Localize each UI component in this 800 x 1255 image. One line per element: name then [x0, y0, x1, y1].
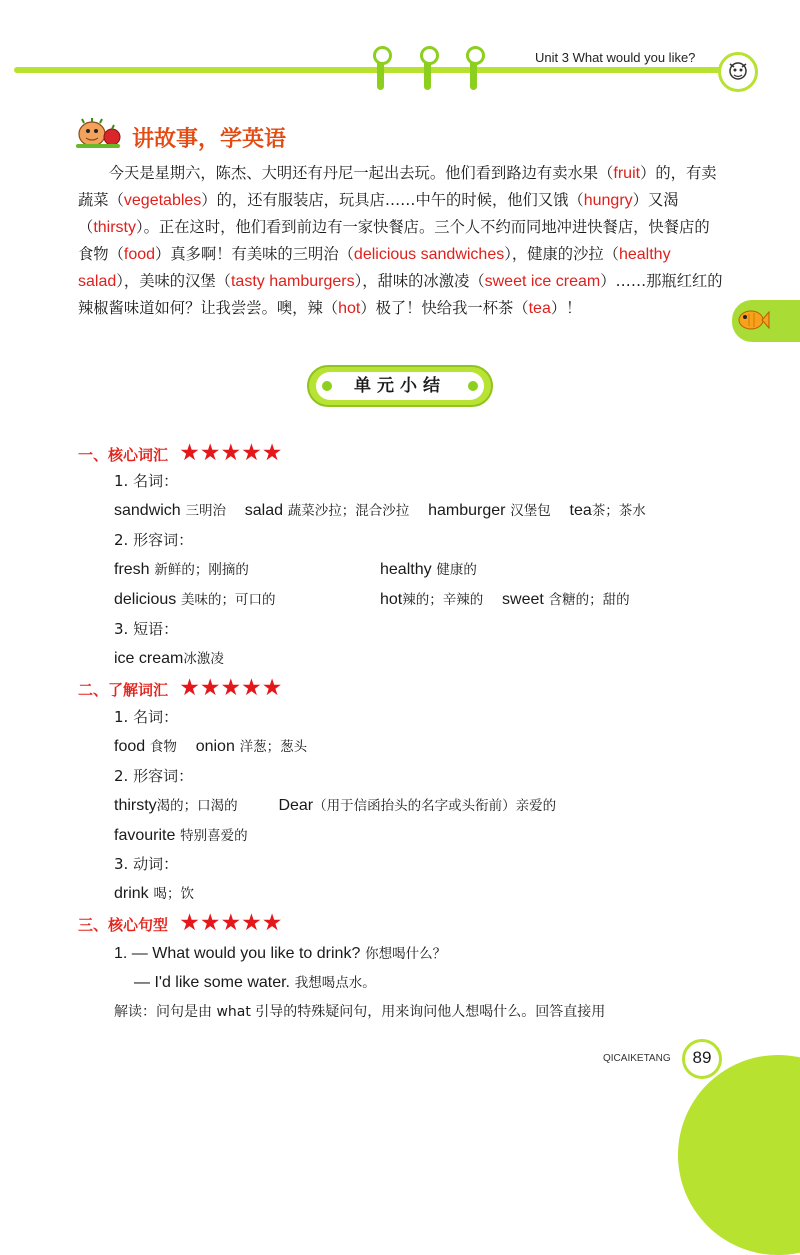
story-text-run: ）的，还有服装店，玩具店……中午的时候，他们又饿（: [201, 191, 584, 209]
story-text-run: ）。正在这时，他们看到前边有一家快餐店。三个人不约而同地冲进快餐店，快餐店的食物（: [78, 218, 710, 263]
noun-list: food 食物 onion 洋葱；葱头: [114, 738, 308, 755]
story-text-run: ）极了！快给我一杯茶（: [360, 299, 529, 317]
story-text-run: ），健康的沙拉（: [504, 245, 619, 263]
binder-ring-icon: [420, 46, 439, 65]
verb-label: 3. 动词：: [114, 855, 179, 873]
adj-row: thirsty渴的；口渴的 Dear（用于信函抬头的名字或头衔前）亲爱的: [114, 797, 557, 814]
mascot-icon: [718, 52, 758, 92]
story-text-run: ）！: [550, 299, 582, 317]
story-english-term: food: [123, 246, 156, 263]
story-english-term: hot: [338, 300, 361, 317]
footer-decoration: [678, 1055, 800, 1255]
nouns-label: 1. 名词：: [114, 472, 179, 490]
question-line: 1. — What would you like to drink? 你想喝什么？: [114, 945, 447, 962]
story-english-term: sweet ice cream: [484, 273, 601, 290]
adj-row: delicious 美味的；可口的: [114, 591, 276, 608]
story-food-icon: [74, 117, 124, 149]
nouns-label: 1. 名词：: [114, 708, 179, 726]
story-english-term: fruit: [613, 165, 641, 182]
binder-ring-icon: [466, 46, 485, 65]
story-english-term: tea: [528, 300, 551, 317]
answer-line: — I'd like some water. 我想喝点水。: [134, 974, 376, 991]
verb-row: drink 喝；饮: [114, 885, 194, 902]
story-english-term: delicious sandwiches: [353, 246, 505, 263]
binder-ring-icon: [373, 46, 392, 65]
explanation-line: 解读：问句是由 what 引导的特殊疑问句，用来询问他人想喝什么。回答直接用: [114, 1004, 606, 1020]
publisher-label: QICAIKETANG: [603, 1053, 671, 1064]
section-title-text: 一、核心词汇: [78, 446, 169, 464]
story-text-run: ），美味的汉堡（: [116, 272, 231, 290]
section-title-text: 三、核心句型: [78, 916, 169, 934]
story-text-run: ）真多啊！有美味的三明治（: [155, 245, 354, 263]
section-title-core-sentences: [78, 911, 282, 935]
section-title-learn-vocab: [78, 676, 282, 700]
section-title-text: 二、了解词汇: [78, 681, 169, 699]
story-text-run: ）的，有卖蔬菜（: [78, 164, 717, 209]
noun-list: sandwich 三明治 salad 蔬菜沙拉；混合沙拉 hamburger 汉堡包 tea茶；茶水: [114, 502, 646, 519]
story-english-term: tasty hamburgers: [230, 273, 355, 290]
story-english-term: thirsty: [93, 219, 136, 236]
summary-label: 单元小结: [354, 376, 446, 396]
story-english-term: healthy salad: [78, 246, 671, 290]
story-english-term: hungry: [583, 192, 633, 209]
star-rating-icon: ★★★★★: [179, 675, 283, 701]
adj-row: fresh 新鲜的；刚摘的: [114, 561, 249, 578]
phrase-label: 3. 短语：: [114, 620, 179, 638]
adj-label: 2. 形容词：: [114, 767, 194, 785]
star-rating-icon: ★★★★★: [179, 910, 283, 936]
story-text-run: ）又渴（: [78, 191, 679, 236]
page-number: 89: [692, 1048, 712, 1067]
story-paragraph: [78, 160, 724, 322]
adj-row: hot辣的；辛辣的 sweet 含糖的；甜的: [380, 591, 630, 608]
adj-label: 2. 形容词：: [114, 531, 194, 549]
unit-label: Unit 3 What would you like?: [535, 50, 696, 65]
story-text-run: ）……那瓶红红的辣椒酱味道如何？让我尝尝。噢，辣（: [78, 272, 723, 317]
star-rating-icon: ★★★★★: [179, 440, 283, 466]
adj-row: healthy 健康的: [380, 561, 477, 578]
adj-row: favourite 特别喜爱的: [114, 827, 248, 844]
fish-icon: [736, 306, 770, 340]
phrase-row: ice cream冰激凌: [114, 650, 224, 667]
story-title: 讲故事，学英语: [132, 127, 287, 152]
story-text-run: 今天是星期六，陈杰、大明还有丹尼一起出去玩。他们看到路边有卖水果（: [108, 164, 614, 182]
story-text-run: ），甜味的冰激凌（: [354, 272, 485, 290]
section-title-core-vocab: [78, 441, 282, 465]
story-english-term: vegetables: [123, 192, 202, 209]
